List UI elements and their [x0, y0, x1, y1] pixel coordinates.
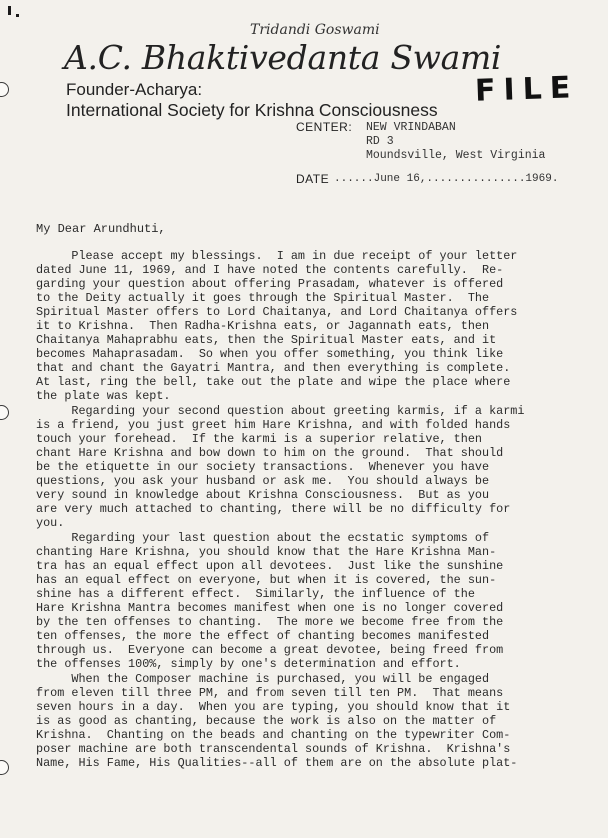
text-line: you.: [36, 516, 65, 530]
letterhead-founder: Founder-Acharya:: [66, 80, 203, 99]
text-line: that and chant the Gayatri Mantra, and then everything is complete.: [36, 361, 511, 375]
text-line: poser machine are both transcendental sounds of Krishna. Krishna's: [36, 742, 511, 756]
text-line: dated June 11, 1969, and I have noted the contents carefully. Re-: [36, 263, 504, 277]
center-address-line: RD 3: [366, 135, 394, 148]
punch-hole: [0, 405, 9, 420]
text-line: questions, you ask your husband or ask me. You should always be: [36, 474, 490, 488]
text-line: through us. Everyone can become a great devotee, being freed from: [36, 643, 504, 657]
center-address-line: NEW VRINDABAN: [366, 121, 456, 134]
text-line: Please accept my blessings. I am in due receipt of your letter: [36, 249, 518, 263]
text-line: it to Krishna. Then Radha-Krishna eats, or Jagannath eats, then: [36, 319, 490, 333]
text-line: shine has a different effect. Similarly, the influence of the: [36, 587, 475, 601]
text-line: very sound in knowledge about Krishna Consciousness. But as you: [36, 488, 490, 502]
text-line: the plate was kept.: [36, 389, 171, 403]
ink-mark: [8, 6, 11, 15]
text-line: becomes Mahaprasadam. So when you offer something, you think like: [36, 347, 504, 361]
ink-mark: [16, 14, 19, 17]
text-line: seven hours in a day. When you are typing, you should know that it: [36, 700, 511, 714]
letterhead-name: A.C. Bhaktivedanta Swami: [64, 38, 502, 77]
text-line: tra has an equal effect upon all devotees. Just like the sunshine: [36, 559, 504, 573]
text-line: from eleven till three PM, and from seven till ten PM. That means: [36, 686, 504, 700]
text-line: Chaitanya Mahaprabhu eats, then the Spiritual Master eats, and it: [36, 333, 497, 347]
file-stamp: FILE: [474, 70, 579, 109]
punch-hole: [0, 760, 9, 775]
text-line: When the Composer machine is purchased, you will be engaged: [36, 672, 490, 686]
text-line: are very much attached to chanting, there will be no difficulty for: [36, 502, 511, 516]
text-line: has an equal effect on everyone, but when it is covered, the sun-: [36, 573, 497, 587]
punch-hole: [0, 82, 9, 97]
text-line: chant Hare Krishna and bow down to him on the ground. That should: [36, 446, 504, 460]
text-line: is a friend, you just greet him Hare Krishna, and with folded hands: [36, 418, 511, 432]
salutation: My Dear Arundhuti,: [36, 222, 166, 236]
paragraph-composer-machine: [36, 672, 576, 770]
center-label: CENTER:: [296, 120, 353, 134]
text-line: Krishna. Chanting on the beads and chanting on the typewriter Com-: [36, 728, 511, 742]
text-line: by the ten offenses to chanting. The more we become free from the: [36, 615, 504, 629]
text-line: be the etiquette in our society transactions. Whenever you have: [36, 460, 490, 474]
text-line: is as good as chanting, because the work is also on the matter of: [36, 714, 497, 728]
letterhead-tridandi: Tridandi Goswami: [250, 22, 380, 38]
text-line: garding your question about offering Prasadam, whatever is offered: [36, 277, 504, 291]
text-line: the offenses 100%, simply by one's determination and effort.: [36, 657, 461, 671]
text-line: Name, His Fame, His Qualities--all of them are on the absolute plat-: [36, 756, 518, 770]
date-value: ......June 16,...............1969.: [334, 173, 559, 185]
text-line: ten offenses, the more the effect of chanting becomes manifested: [36, 629, 490, 643]
text-line: chanting Hare Krishna, you should know that the Hare Krishna Man-: [36, 545, 497, 559]
date-label: DATE: [296, 172, 330, 186]
text-line: Hare Krishna Mantra becomes manifest when one is no longer covered: [36, 601, 504, 615]
text-line: to the Deity actually it goes through the Spiritual Master. The: [36, 291, 490, 305]
paragraph-greeting-karmis: [36, 404, 576, 530]
paragraph-prasadam: [36, 249, 576, 403]
text-line: Spiritual Master offers to Lord Chaitanya, and Lord Chaitanya offers: [36, 305, 518, 319]
letterhead-society: International Society for Krishna Consciousness: [66, 100, 438, 120]
text-line: At last, ring the bell, take out the plate and wipe the place where: [36, 375, 511, 389]
text-line: Regarding your second question about greeting karmis, if a karmi: [36, 404, 525, 418]
text-line: Regarding your last question about the ecstatic symptoms of: [36, 531, 490, 545]
paragraph-ecstatic-symptoms: [36, 531, 576, 671]
text-line: touch your forehead. If the karmi is a superior relative, then: [36, 432, 482, 446]
center-address-line: Moundsville, West Virginia: [366, 149, 546, 162]
